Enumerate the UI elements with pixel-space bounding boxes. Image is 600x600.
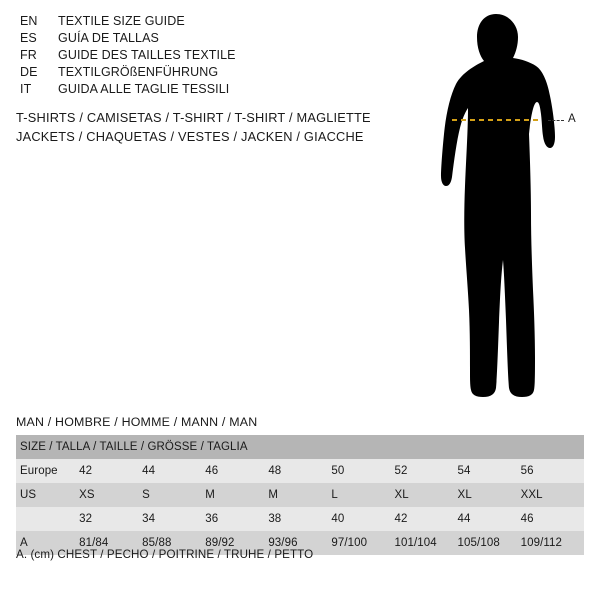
row-label: A — [16, 531, 79, 555]
table-cell: XS — [79, 483, 142, 507]
table-cell: 48 — [268, 459, 331, 483]
category-tshirts: T-SHIRTS / CAMISETAS / T-SHIRT / T-SHIRT / MAGLIETTE — [16, 110, 371, 125]
table-cell: 97/100 — [331, 531, 394, 555]
table-row — [16, 507, 584, 531]
table-cell: 52 — [394, 459, 457, 483]
table-cell: 42 — [79, 459, 142, 483]
measure-label-a: A — [568, 113, 576, 125]
row-label: Europe — [16, 459, 79, 483]
table-cell: 38 — [268, 507, 331, 531]
table-cell: 46 — [205, 459, 268, 483]
language-code: FR — [20, 48, 37, 62]
table-cell: 81/84 — [79, 531, 142, 555]
table-cell: 109/112 — [521, 531, 584, 555]
table-cell: S — [142, 483, 205, 507]
table-cell: L — [331, 483, 394, 507]
table-header-label: SIZE / TALLA / TAILLE / GRÖSSE / TAGLIA — [16, 435, 584, 459]
table-cell: 42 — [394, 507, 457, 531]
category-jackets: JACKETS / CHAQUETAS / VESTES / JACKEN / GIACCHE — [16, 129, 364, 144]
table-cell: 44 — [458, 507, 521, 531]
table-cell: XL — [394, 483, 457, 507]
size-table — [16, 435, 584, 555]
table-cell: 85/88 — [142, 531, 205, 555]
table-row — [16, 459, 584, 483]
category-list — [16, 108, 376, 146]
table-cell: XL — [458, 483, 521, 507]
table-cell: 56 — [521, 459, 584, 483]
language-code: DE — [20, 65, 38, 79]
male-silhouette-figure — [400, 10, 600, 410]
language-code: EN — [20, 14, 38, 28]
language-text: GUIDA ALLE TAGLIE TESSILI — [58, 82, 230, 96]
language-text: TEXTILGRÖßENFÜHRUNG — [58, 65, 219, 79]
language-row — [20, 82, 350, 99]
table-cell: 50 — [331, 459, 394, 483]
language-row — [20, 31, 350, 48]
table-row — [16, 483, 584, 507]
language-row — [20, 48, 350, 65]
language-row — [20, 14, 350, 31]
table-cell: 46 — [521, 507, 584, 531]
language-code: ES — [20, 31, 37, 45]
table-cell: 101/104 — [394, 531, 457, 555]
table-header-row — [16, 435, 584, 459]
table-cell: 89/92 — [205, 531, 268, 555]
table-cell: 34 — [142, 507, 205, 531]
table-cell: XXL — [521, 483, 584, 507]
silhouette-icon — [400, 10, 600, 410]
language-row — [20, 65, 350, 82]
table-cell: M — [268, 483, 331, 507]
table-cell: 40 — [331, 507, 394, 531]
table-cell: 36 — [205, 507, 268, 531]
measure-leader-line — [548, 120, 564, 121]
table-cell: 105/108 — [458, 531, 521, 555]
table-title: MAN / HOMBRE / HOMME / MANN / MAN — [16, 415, 258, 429]
table-cell: 44 — [142, 459, 205, 483]
table-cell: 93/96 — [268, 531, 331, 555]
table-cell: 54 — [458, 459, 521, 483]
size-table-area — [16, 415, 584, 555]
table-cell: M — [205, 483, 268, 507]
table-cell: 32 — [79, 507, 142, 531]
row-label: US — [16, 483, 79, 507]
language-text: GUIDE DES TAILLES TEXTILE — [58, 48, 236, 62]
language-code: IT — [20, 82, 32, 96]
language-list — [20, 14, 350, 99]
language-text: GUÍA DE TALLAS — [58, 31, 159, 45]
row-label — [16, 507, 79, 531]
language-text: TEXTILE SIZE GUIDE — [58, 14, 185, 28]
footnote: A. (cm) CHEST / PECHO / POITRINE / TRUHE / PETTO — [16, 548, 314, 561]
